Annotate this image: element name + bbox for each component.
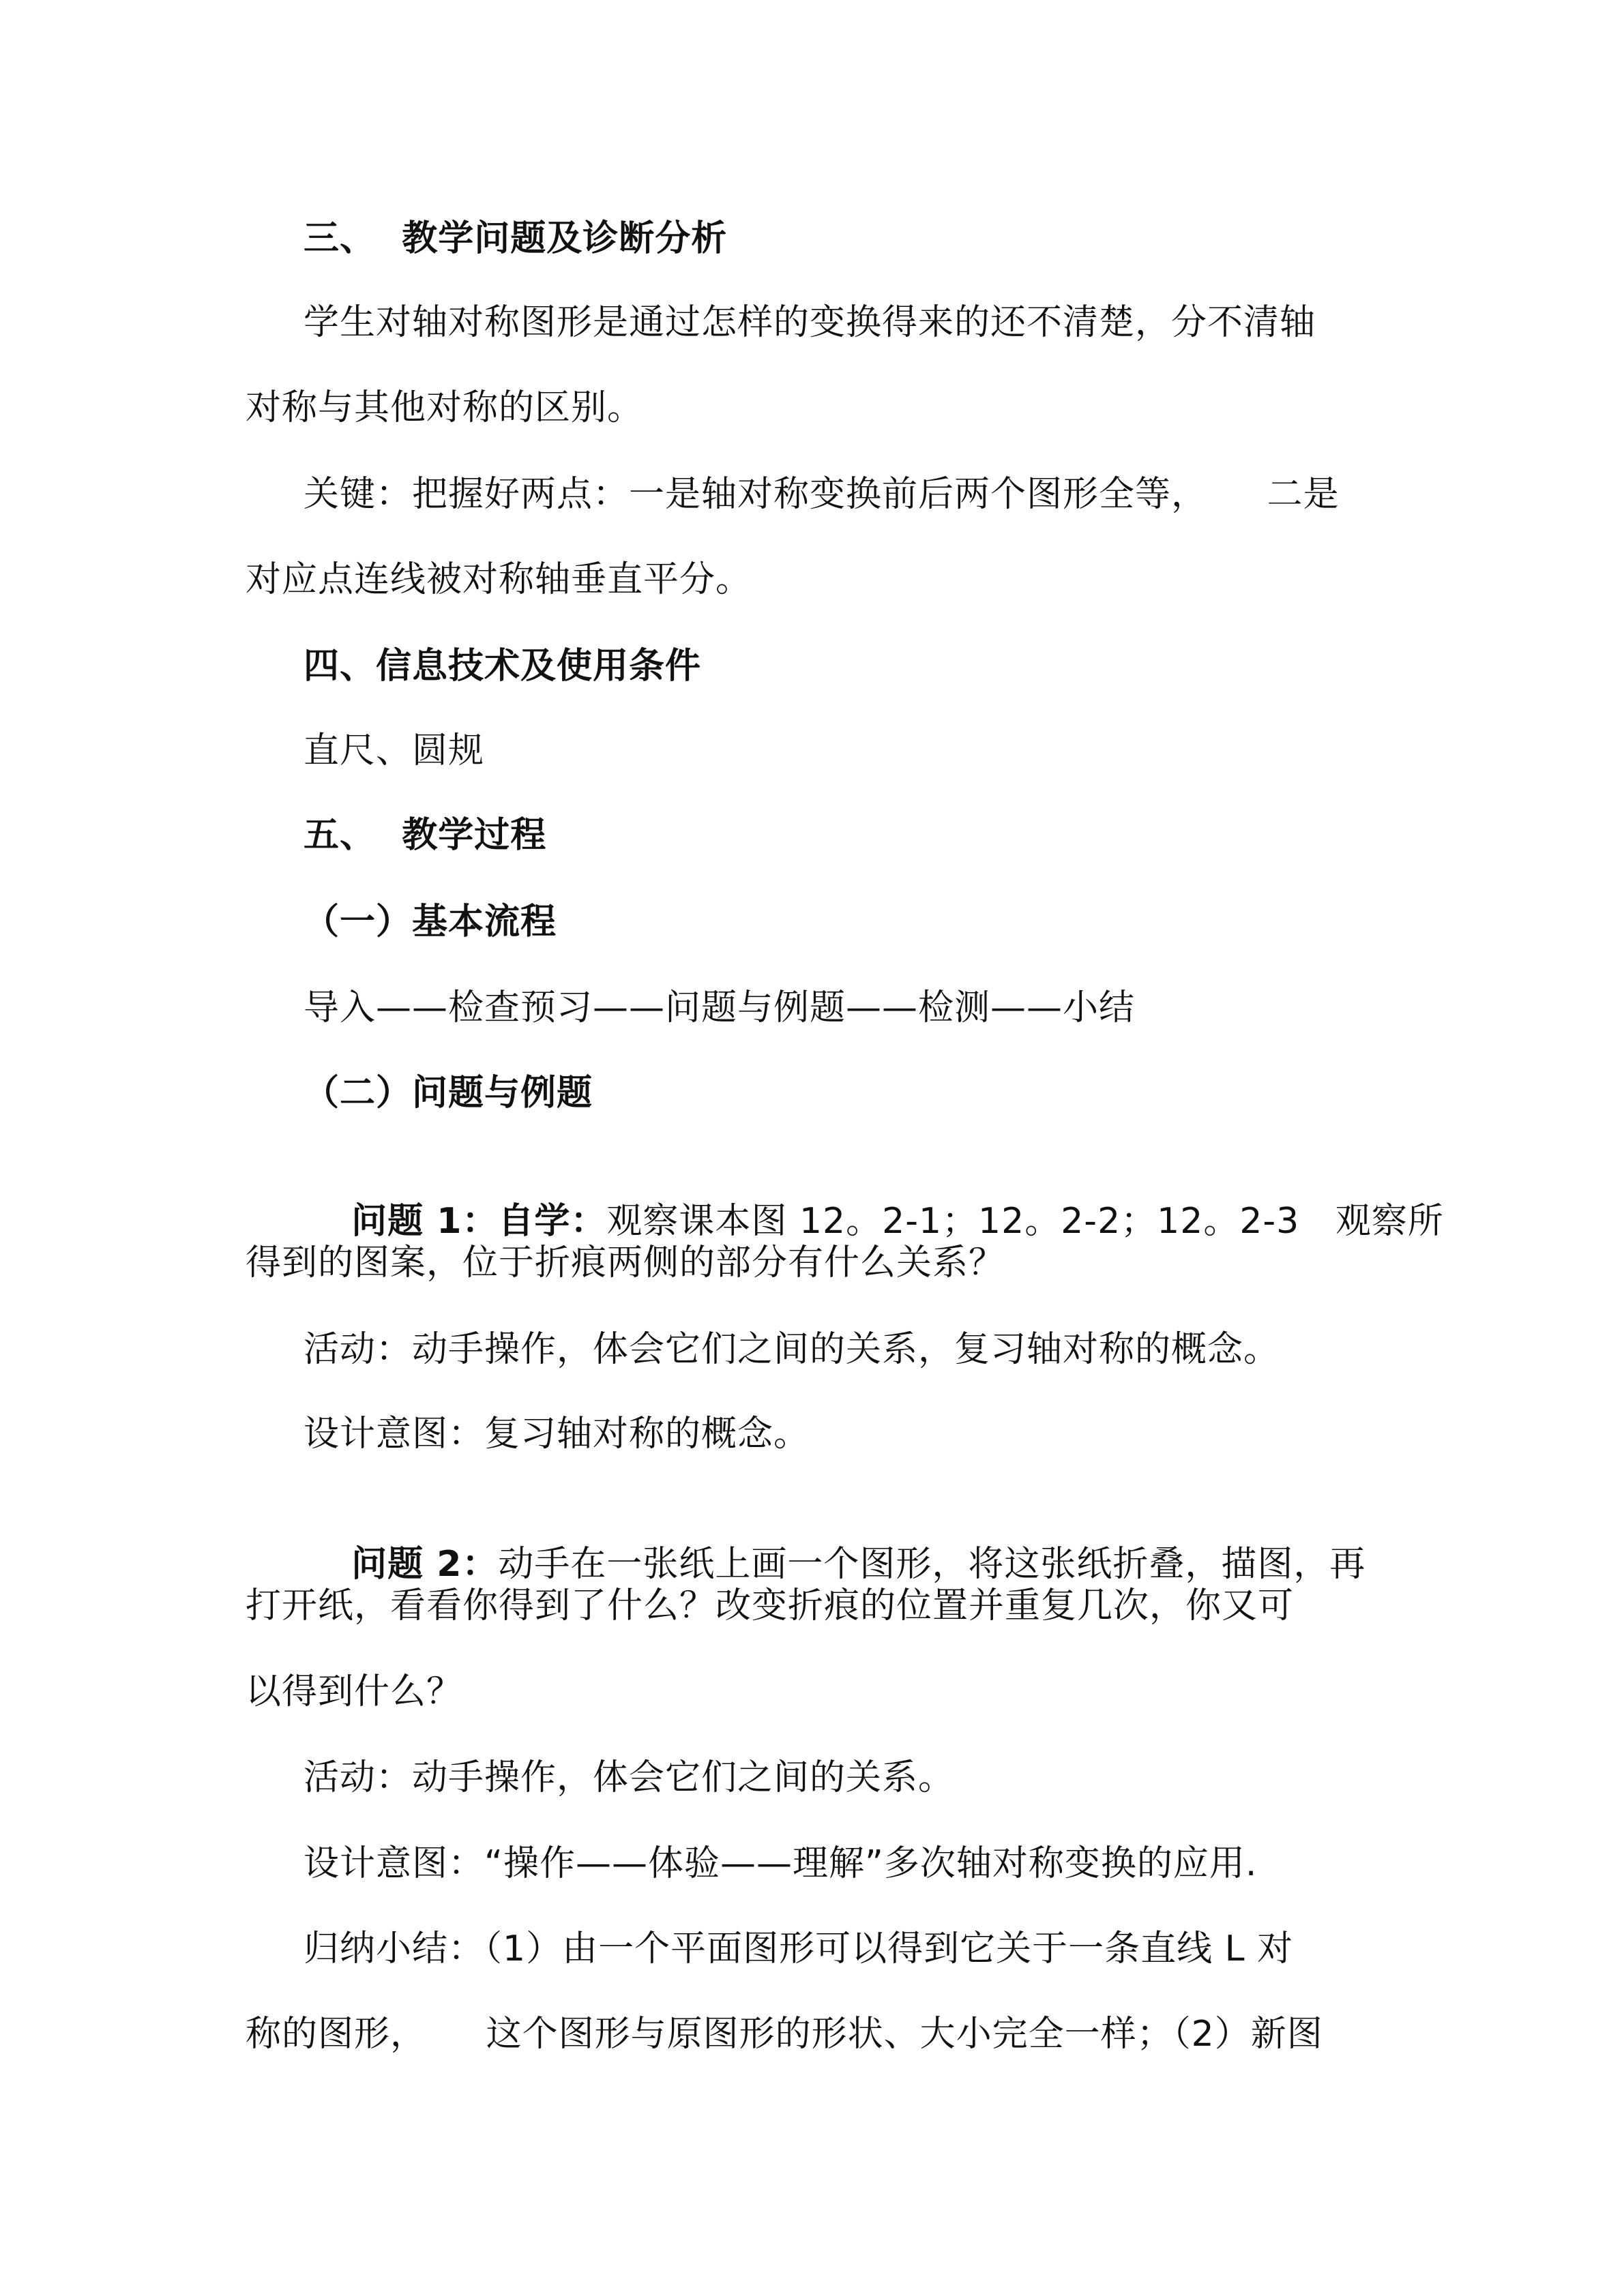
- question-text: 观察课本图 12。2-1；12。2-2；12。2-3 观察所: [606, 1201, 1444, 1242]
- paragraph-line: 关键：把握好两点：一是轴对称变换前后两个图形全等， 二是: [304, 474, 1340, 515]
- paragraph-line: 直尺、圆规: [304, 730, 485, 771]
- question-label: 问题 1：自学：: [351, 1201, 607, 1242]
- paragraph-line: 活动：动手操作，体会它们之间的关系。: [304, 1757, 955, 1798]
- question-text: 动手在一张纸上画一个图形，将这张纸折叠，描图，再: [498, 1544, 1366, 1585]
- paragraph-line: 设计意图：复习轴对称的概念。: [304, 1414, 810, 1455]
- section-heading: 五、 教学过程: [304, 815, 547, 856]
- paragraph-line: 设计意图：“操作——体验——理解”多次轴对称变换的应用.: [304, 1843, 1258, 1884]
- question-line: [304, 1499, 1366, 1585]
- question-label: 问题 2：: [351, 1544, 499, 1585]
- paragraph-line: 归纳小结：（1）由一个平面图形可以得到它关于一条直线 L 对: [304, 1928, 1294, 1969]
- paragraph-line: 打开纸，看看你得到了什么？改变折痕的位置并重复几次，你又可: [246, 1585, 1295, 1626]
- paragraph-line: 称的图形， 这个图形与原图形的形状、大小完全一样；（2）新图: [246, 2014, 1323, 2055]
- flow-line: 导入——检查预习——问题与例题——检测——小结: [304, 987, 1136, 1028]
- paragraph-line: 学生对轴对称图形是通过怎样的变换得来的还不清楚，分不清轴: [304, 302, 1316, 343]
- paragraph-line: 对应点连线被对称轴垂直平分。: [246, 559, 752, 600]
- paragraph-line: 活动：动手操作，体会它们之间的关系，复习轴对称的概念。: [304, 1329, 1280, 1370]
- subsection-heading: （一）基本流程: [304, 901, 557, 942]
- section-heading: 四、信息技术及使用条件: [304, 646, 702, 687]
- paragraph-line: 对称与其他对称的区别。: [246, 387, 644, 428]
- subsection-heading: （二）问题与例题: [304, 1073, 593, 1114]
- question-line: [304, 1156, 1444, 1242]
- paragraph-line: 以得到什么？: [246, 1671, 463, 1712]
- section-heading: 三、 教学问题及诊断分析: [304, 218, 728, 259]
- paragraph-line: 得到的图案，位于折痕两侧的部分有什么关系？: [246, 1242, 1005, 1283]
